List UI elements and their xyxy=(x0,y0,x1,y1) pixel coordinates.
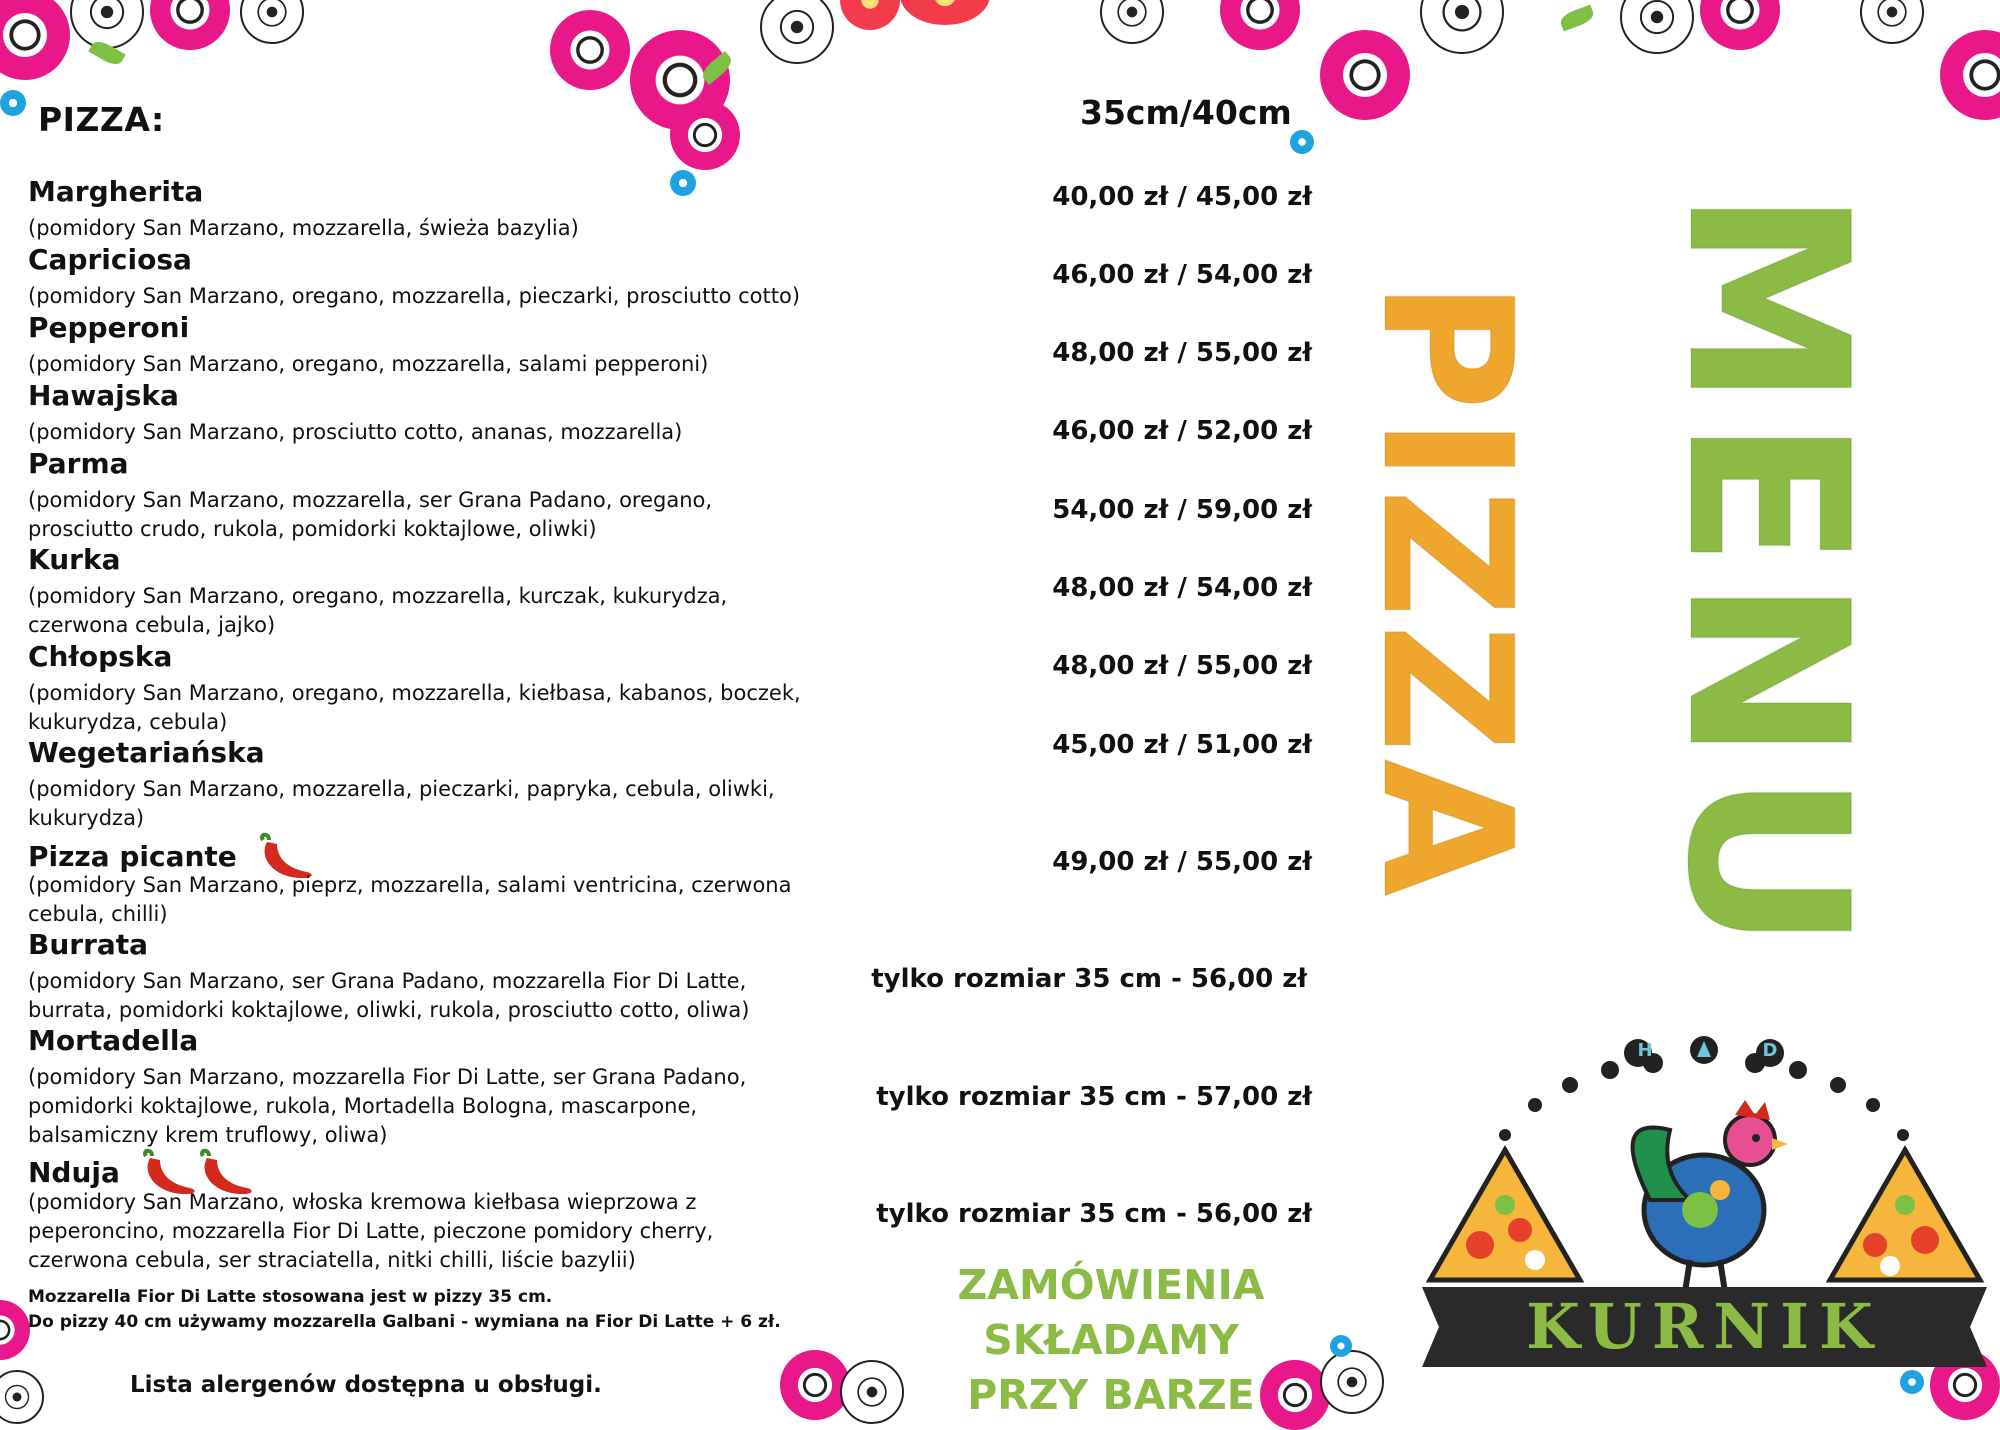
item-name: Chłopska xyxy=(28,640,173,673)
item-price: tylko rozmiar 35 cm - 56,00 zł xyxy=(871,964,1307,994)
item-desc: (pomidory San Marzano, mozzarella, pieczarki, papryka, cebula, oliwki, kukurydza) xyxy=(28,777,775,830)
mozzarella-note-2: Do pizzy 40 cm używamy mozzarella Galbani - wymiana na Fior Di Latte + 6 zł. xyxy=(28,1312,781,1332)
item-price: 48,00 zł / 54,00 zł xyxy=(1052,573,1312,603)
item-desc: (pomidory San Marzano, mozzarella, świeża bazylia) xyxy=(28,216,579,240)
item-name: Hawajska xyxy=(28,379,179,412)
item-name: Margherita xyxy=(28,175,204,208)
item-price: 45,00 zł / 51,00 zł xyxy=(1052,730,1312,760)
item-name: Parma xyxy=(28,447,129,480)
item-name-text: Pizza picante xyxy=(28,840,237,873)
item-price: 46,00 zł / 52,00 zł xyxy=(1052,416,1312,446)
item-desc: (pomidory San Marzano, oregano, mozzarella, pieczarki, prosciutto cotto) xyxy=(28,284,801,308)
order-at-bar-text xyxy=(836,1258,1386,1423)
badge-d: D xyxy=(1762,1040,1778,1061)
section-title: PIZZA: xyxy=(38,100,165,139)
allergen-note: Lista alergenów dostępna u obsługi. xyxy=(130,1372,602,1398)
item-price: 48,00 zł / 55,00 zł xyxy=(1052,338,1312,368)
vertical-menu-title: MENU xyxy=(1639,189,1895,961)
item-desc: (pomidory San Marzano, ser Grana Padano, mozzarella Fior Di Latte, burrata, pomidorki koktajlowe, oliwki, rukola, prosciutto cotto, oliwa) xyxy=(28,969,750,1022)
brand-name: KURNIK xyxy=(1526,1290,1883,1363)
item-desc: (pomidory San Marzano, oregano, mozzarella, kurczak, kukurydza, czerwona cebula, jajko) xyxy=(28,584,728,637)
item-price: 54,00 zł / 59,00 zł xyxy=(1052,495,1312,525)
vertical-pizza-title: PIZZA xyxy=(1343,280,1550,903)
item-name: Wegetariańska xyxy=(28,736,265,769)
item-name-text: Nduja xyxy=(28,1156,120,1189)
item-name: Capriciosa xyxy=(28,243,192,276)
item-price: 46,00 zł / 54,00 zł xyxy=(1052,260,1312,290)
pizza-slice-icon xyxy=(1830,1150,1980,1280)
item-price: 40,00 zł / 45,00 zł xyxy=(1052,182,1312,212)
item-desc: (pomidory San Marzano, włoska kremowa kiełbasa wieprzowa z peperoncino, mozzarella Fior Di Latte, pieczone pomidory cherry, czerwona cebula, ser straciatella, nitki chilli, liście bazylii) xyxy=(28,1190,714,1272)
item-name: Pepperoni xyxy=(28,311,190,344)
item-price: tylko rozmiar 35 cm - 57,00 zł xyxy=(876,1082,1312,1112)
item-desc: (pomidory San Marzano, oregano, mozzarella, kiełbasa, kabanos, boczek, kukurydza, cebula) xyxy=(28,681,801,734)
pizza-slice-icon xyxy=(1430,1150,1580,1280)
order-line-2: PRZY BARZE xyxy=(967,1371,1255,1419)
size-header: 35cm/40cm xyxy=(1080,93,1292,132)
item-desc: (pomidory San Marzano, mozzarella, ser Grana Padano, oregano, prosciutto crudo, rukola, pomidorki koktajlowe, oliwki) xyxy=(28,488,713,541)
badge-h: H xyxy=(1637,1040,1653,1061)
item-desc: (pomidory San Marzano, pieprz, mozzarella, salami ventricina, czerwona cebula, chilli) xyxy=(28,873,792,926)
item-desc: (pomidory San Marzano, prosciutto cotto, ananas, mozzarella) xyxy=(28,420,683,444)
item-name: Burrata xyxy=(28,928,149,961)
rooster-icon xyxy=(1633,1100,1788,1292)
mozzarella-note-1: Mozzarella Fior Di Latte stosowana jest w pizzy 35 cm. xyxy=(28,1287,553,1307)
item-price: 49,00 zł / 55,00 zł xyxy=(1052,847,1312,877)
item-price: 48,00 zł / 55,00 zł xyxy=(1052,651,1312,681)
item-desc: (pomidory San Marzano, oregano, mozzarella, salami pepperoni) xyxy=(28,352,709,376)
item-name: Mortadella xyxy=(28,1024,199,1057)
item-price: tylko rozmiar 35 cm - 56,00 zł xyxy=(876,1199,1312,1229)
item-name: Kurka xyxy=(28,543,121,576)
item-desc: (pomidory San Marzano, mozzarella Fior Di Latte, ser Grana Padano, pomidorki koktajlowe, rukola, Mortadella Bologna, mascarpone, balsamiczny krem truflowy, oliwa) xyxy=(28,1065,747,1147)
logo-graphic xyxy=(1420,1030,1990,1300)
order-line-1: ZAMÓWIENIA SKŁADAMY xyxy=(957,1261,1265,1364)
